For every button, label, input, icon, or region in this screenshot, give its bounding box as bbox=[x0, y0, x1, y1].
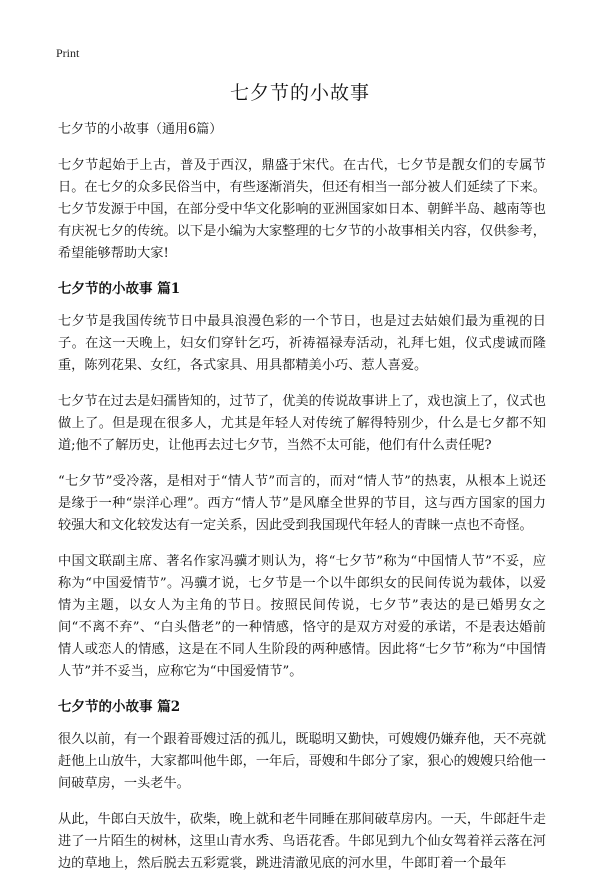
section-heading: 七夕节的小故事 篇1 bbox=[58, 281, 181, 297]
page-title: 七夕节的小故事 bbox=[229, 82, 370, 104]
paragraph: 很久以前，有一个跟着哥嫂过活的孤儿，既聪明又勤快，可嫂嫂仍嫌弃他，天不亮就赶他上山放牛，大家都叫他牛郎，一年后，哥嫂和牛郎分了家，狠心的嫂嫂只给他一间破草房，一头老牛。 bbox=[58, 732, 546, 791]
paragraph: “七夕节”受冷落，是相对于“情人节”而言的，而对“情人节”的热衷，从根本上说还是缘于一种“崇洋心理”。西方“情人节”是风靡全世界的节目，这与西方国家的国力较强大和文化较发达有一定关系，因此受到我国现代年轻人的青睐一点也不奇怪。 bbox=[58, 474, 546, 533]
article-subtitle: 七夕节的小故事（通用6篇） bbox=[58, 122, 223, 137]
paragraph: 中国文联副主席、著名作家冯骥才则认为，将“七夕节”称为“中国情人节”不妥，应称为“中国爱情节”。冯骥才说，七夕节是一个以牛郎织女的民间传说为载体，以爱情为主题，以女人为主角的节日。按照民间传说，七夕节”表达的是已婚男女之间“不离不弃”、“白头偕老”的一种情感，恪守的是双方对爱的承诺，不是表达婚前情人或恋人的情感，这是在不同人生阶段的两种感情。因此将“七夕节”称为“中国情人节”并不妥当，应称它为“中国爱情节”。 bbox=[58, 554, 546, 679]
paragraph: 从此，牛郎白天放牛，砍柴，晚上就和老牛同睡在那间破草房内。一天，牛郎赶牛走进了一片陌生的树林，这里山青水秀、鸟语花香。牛郎见到九个仙女驾着祥云落在河边的草地上，然后脱去五彩霓裳，跳进清澈见底的河水里，牛郎盯着一个最年 bbox=[58, 812, 546, 871]
section-2 bbox=[58, 697, 546, 875]
paragraph: 七夕节在过去是妇孺皆知的，过节了，优美的传说故事讲上了，戏也演上了，仪式也做上了。但是现在很多人，尤其是年轻人对传统了解得特别少，什么是七夕都不知道;他不了解历史，让他再去过七夕节，当然不太可能，他们有什么责任呢? bbox=[58, 394, 546, 453]
section-heading: 七夕节的小故事 篇2 bbox=[58, 699, 181, 715]
section-1 bbox=[58, 279, 546, 683]
paragraph: 七夕节是我国传统节日中最具浪漫色彩的一个节日，也是过去姑娘们最为重视的日子。在这一天晚上，妇女们穿针乞巧，祈祷福禄寿活动，礼拜七姐，仪式虔诚而隆重，陈列花果、女红，各式家具、用具都精美小巧、惹人喜爱。 bbox=[58, 314, 546, 373]
intro-paragraph: 七夕节起始于上古，普及于西汉，鼎盛于宋代。在古代，七夕节是靓女们的专属节日。在七夕的众多民俗当中，有些逐渐消失，但还有相当一部分被人们延续了下来。七夕节发源于中国，在部分受中华文化影响的亚洲国家如日本、朝鲜半岛、越南等也有庆祝七夕的传统。以下是小编为大家整理的七夕节的小故事相关内容，仅供参考，希望能够帮助大家! bbox=[58, 158, 546, 261]
article-body bbox=[58, 120, 546, 889]
print-link[interactable]: Print bbox=[56, 46, 80, 60]
